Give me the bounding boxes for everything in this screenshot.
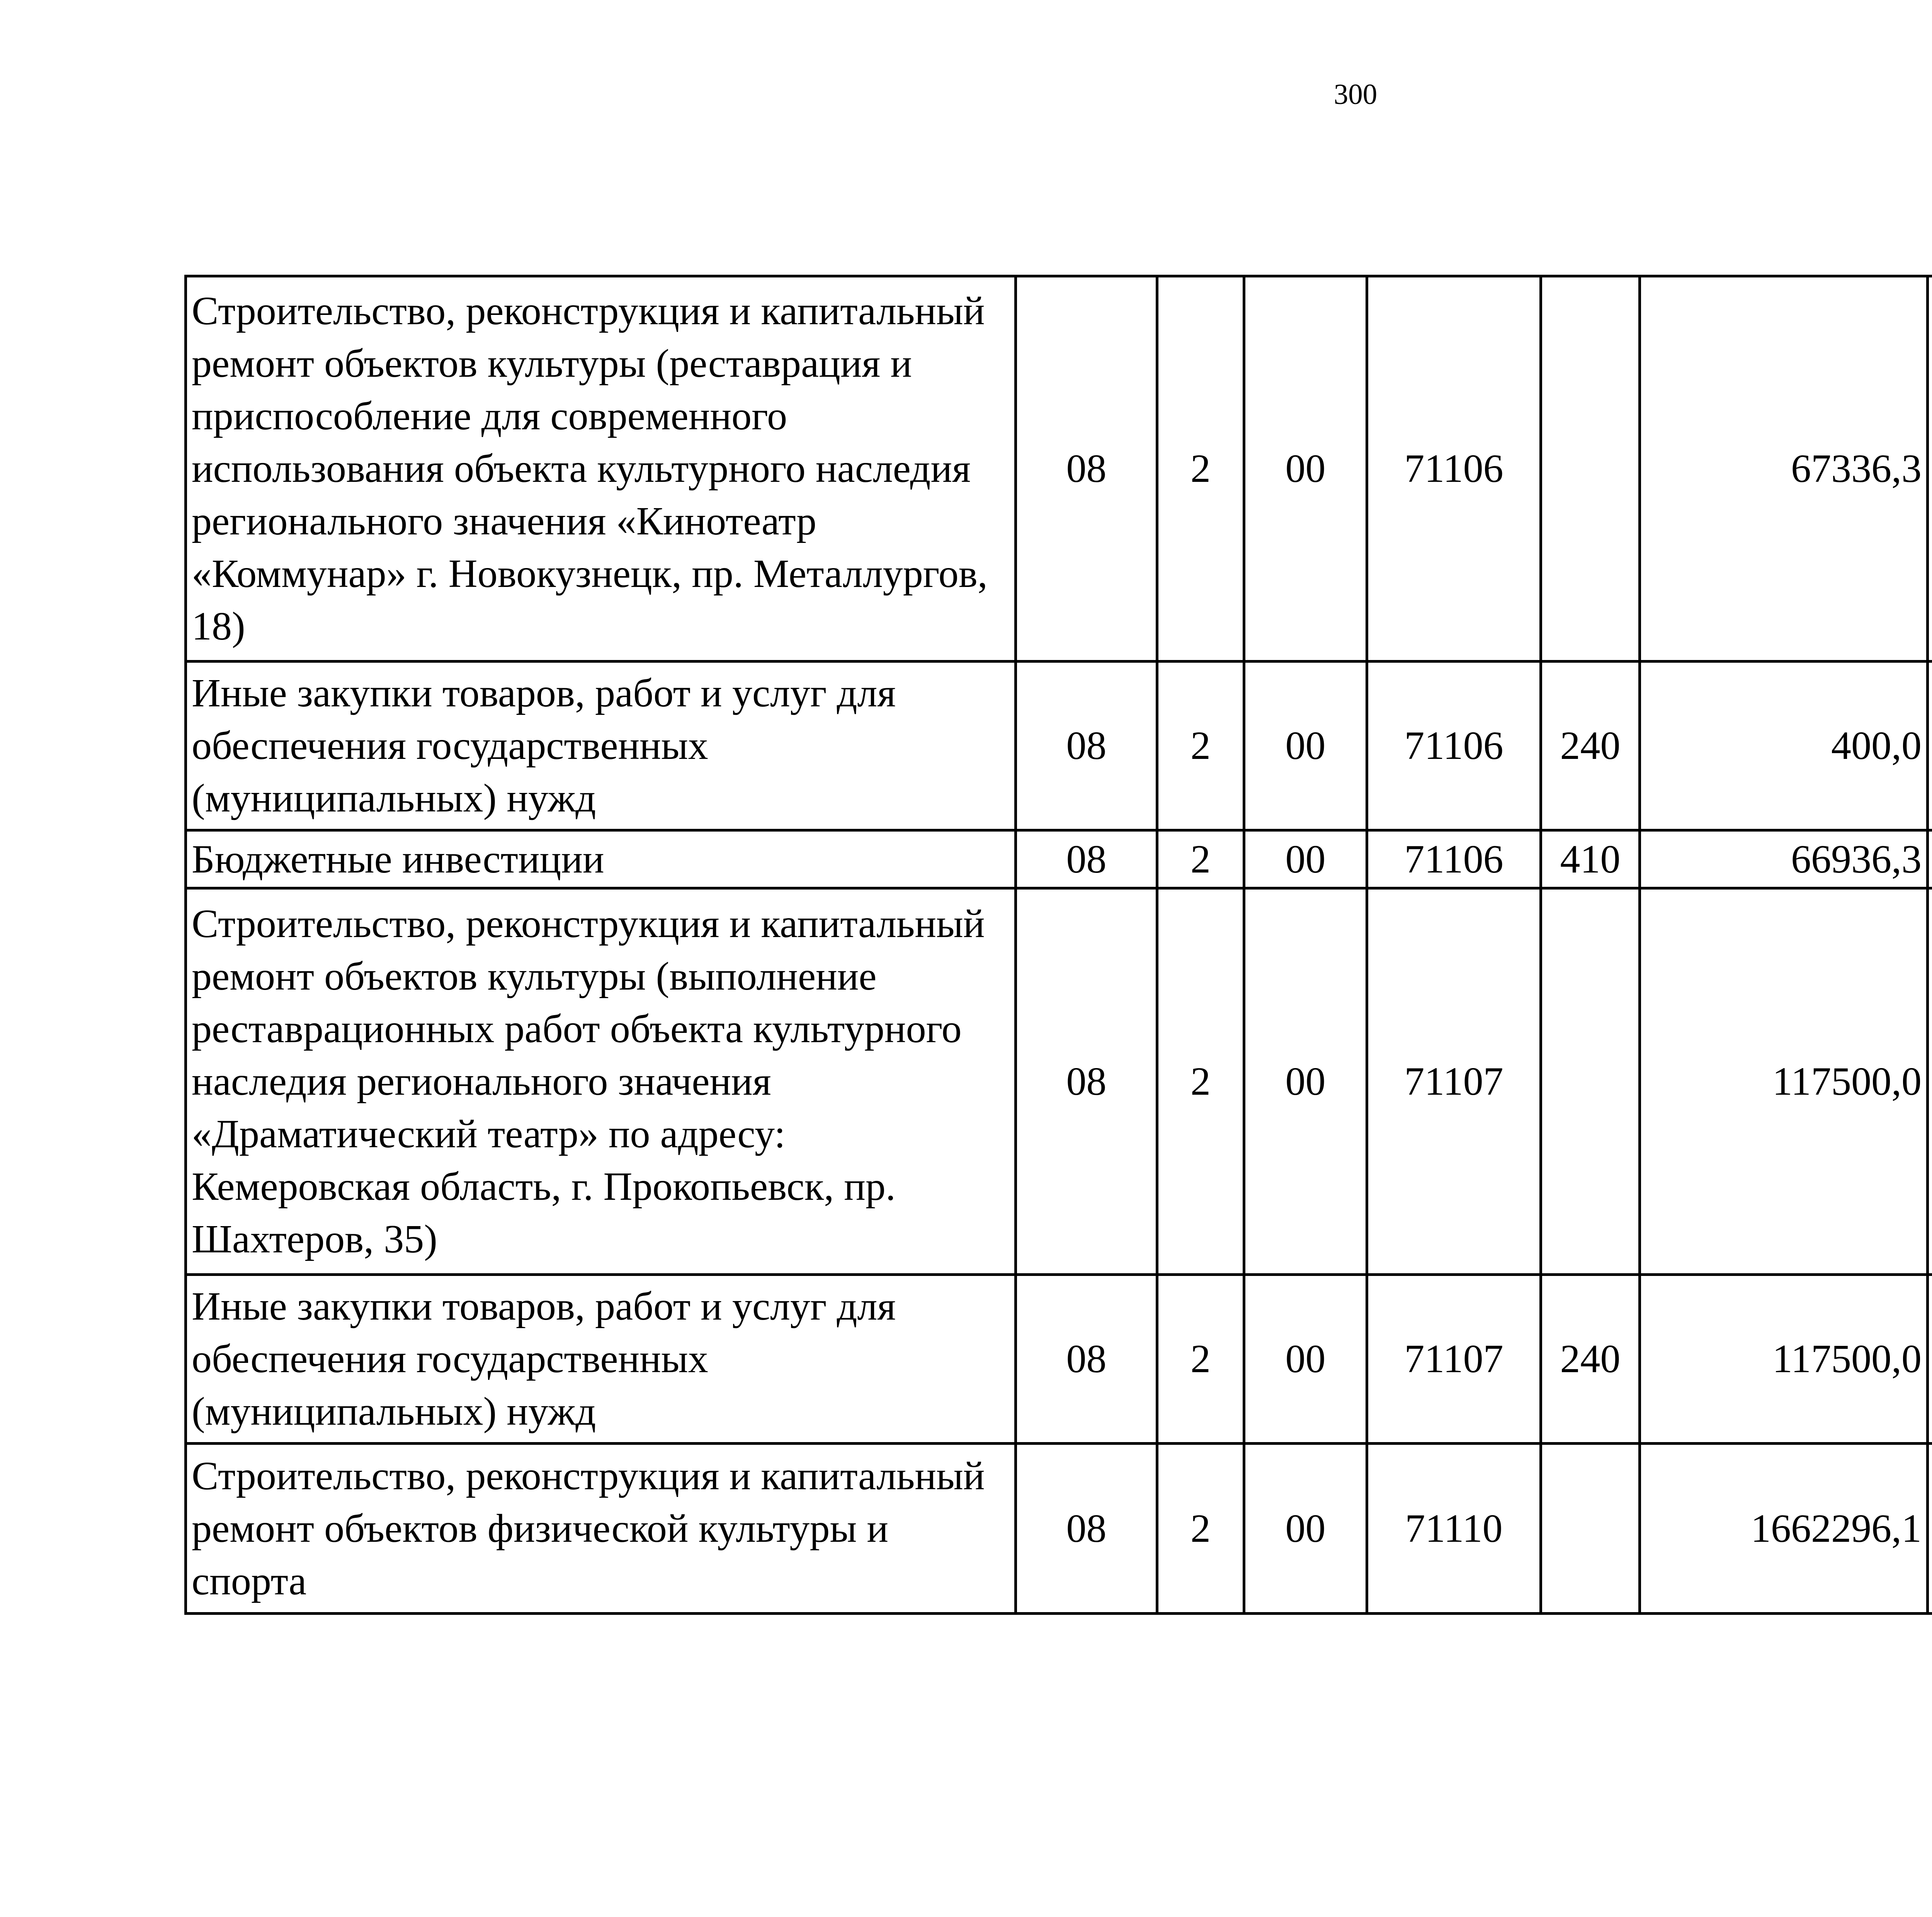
- section-code: 08: [1016, 1275, 1157, 1444]
- expense-type-code: 410: [1541, 830, 1640, 888]
- row-description: Строительство, реконструкция и капитальный ремонт объектов культуры (реставрация и приспособление для современного использования объекта культурного наследия регионального значения «Кинотеатр «Коммунар» г. Новокузнецк, пр. Металлургов, 18): [186, 276, 1016, 662]
- table-row: [186, 1275, 1932, 1444]
- table-row: [186, 888, 1932, 1275]
- row-description: Иные закупки товаров, работ и услуг для обеспечения государственных (муниципальных) нужд: [186, 1275, 1016, 1444]
- program-code: 2: [1157, 1275, 1244, 1444]
- section-code: 08: [1016, 662, 1157, 830]
- expense-type-code: [1541, 888, 1640, 1275]
- program-code: 2: [1157, 830, 1244, 888]
- budget-table: [184, 275, 1932, 1615]
- subprogram-code: 00: [1244, 888, 1367, 1275]
- amount-2: [1928, 830, 1932, 888]
- section-code: 08: [1016, 830, 1157, 888]
- direction-code: 71106: [1367, 662, 1541, 830]
- direction-code: 71106: [1367, 276, 1541, 662]
- table-row: [186, 1444, 1932, 1614]
- table-row: [186, 276, 1932, 662]
- expense-type-code: 240: [1541, 662, 1640, 830]
- amount-2: [1928, 1275, 1932, 1444]
- amount-2: [1928, 662, 1932, 830]
- subprogram-code: 00: [1244, 1275, 1367, 1444]
- expense-type-code: [1541, 1444, 1640, 1614]
- direction-code: 71106: [1367, 830, 1541, 888]
- amount-2: [1928, 276, 1932, 662]
- program-code: 2: [1157, 1444, 1244, 1614]
- subprogram-code: 00: [1244, 830, 1367, 888]
- table-row: [186, 830, 1932, 888]
- amount-1: 66936,3: [1640, 830, 1928, 888]
- program-code: 2: [1157, 888, 1244, 1275]
- direction-code: 71110: [1367, 1444, 1541, 1614]
- expense-type-code: 240: [1541, 1275, 1640, 1444]
- subprogram-code: 00: [1244, 662, 1367, 830]
- direction-code: 71107: [1367, 1275, 1541, 1444]
- row-description: Бюджетные инвестиции: [186, 830, 1016, 888]
- table-row: [186, 662, 1932, 830]
- page-number: 300: [1333, 78, 1378, 111]
- row-description: Иные закупки товаров, работ и услуг для обеспечения государственных (муниципальных) нужд: [186, 662, 1016, 830]
- amount-1: 117500,0: [1640, 888, 1928, 1275]
- amount-1: 1662296,1: [1640, 1444, 1928, 1614]
- program-code: 2: [1157, 662, 1244, 830]
- row-description: Строительство, реконструкция и капитальный ремонт объектов культуры (выполнение реставрационных работ объекта культурного наследия регионального значения «Драматический театр» по адресу: Кемеровская область, г. Прокопьевск, пр. Шахтеров, 35): [186, 888, 1016, 1275]
- expense-type-code: [1541, 276, 1640, 662]
- amount-1: 400,0: [1640, 662, 1928, 830]
- subprogram-code: 00: [1244, 1444, 1367, 1614]
- row-description: Строительство, реконструкция и капитальный ремонт объектов физической культуры и спорта: [186, 1444, 1016, 1614]
- amount-1: 67336,3: [1640, 276, 1928, 662]
- subprogram-code: 00: [1244, 276, 1367, 662]
- section-code: 08: [1016, 888, 1157, 1275]
- direction-code: 71107: [1367, 888, 1541, 1275]
- section-code: 08: [1016, 276, 1157, 662]
- amount-1: 117500,0: [1640, 1275, 1928, 1444]
- amount-2: [1928, 1444, 1932, 1614]
- amount-2: [1928, 888, 1932, 1275]
- program-code: 2: [1157, 276, 1244, 662]
- section-code: 08: [1016, 1444, 1157, 1614]
